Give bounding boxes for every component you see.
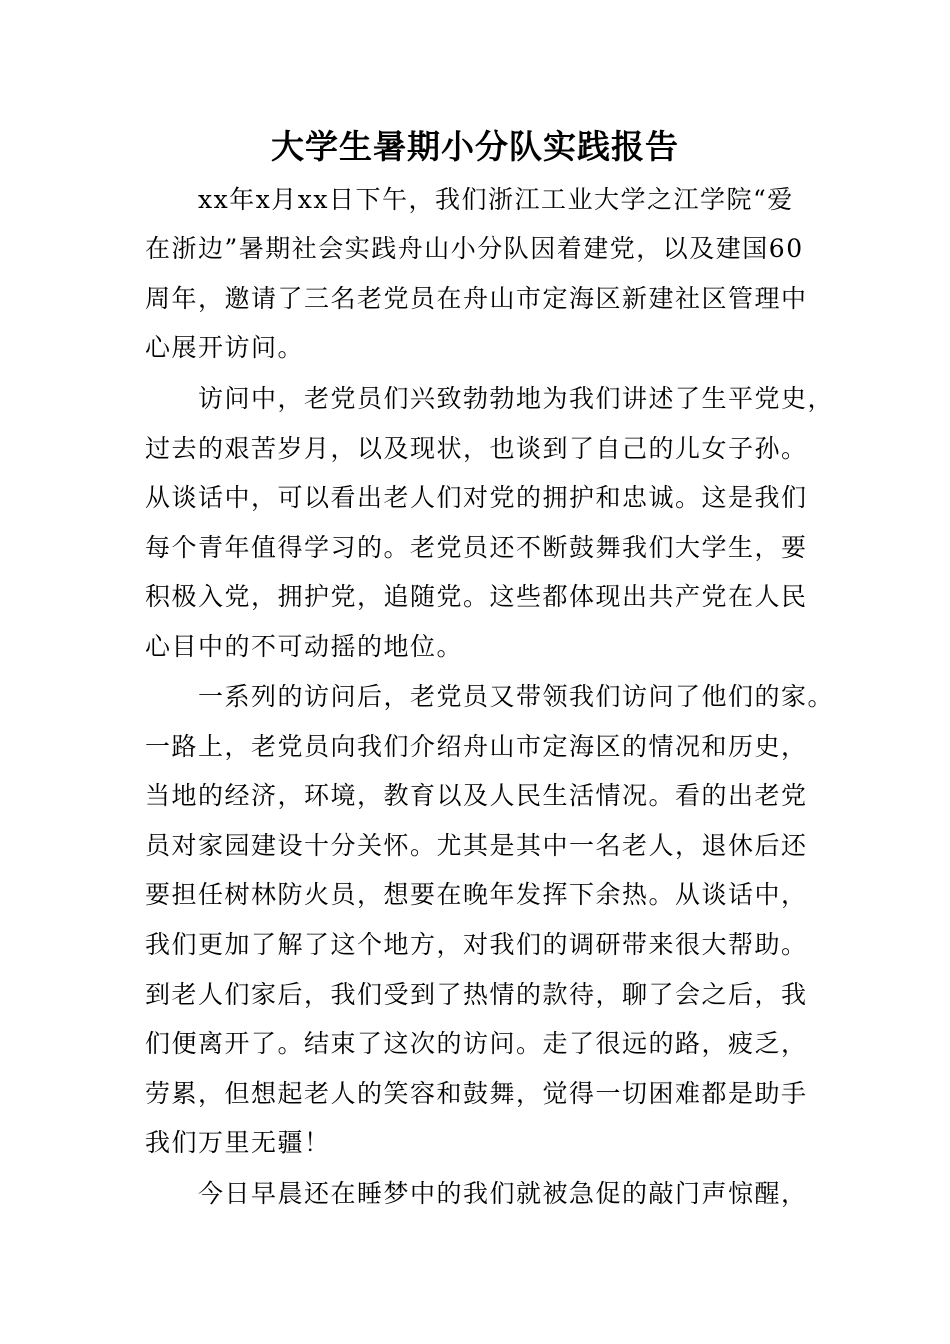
text-line: 周年，邀请了三名老党员在舟山市定海区新建社区管理中	[145, 284, 808, 313]
text-line: 积极入党，拥护党，追随党。这些都体现出共产党在人民	[145, 582, 808, 611]
text-line: 在浙边”暑期社会实践舟山小分队因着建党，以及建国60	[145, 234, 804, 263]
text-line: 要担任树林防火员，想要在晚年发挥下余热。从谈话中，	[145, 880, 808, 909]
text-line: 今日早晨还在睡梦中的我们就被急促的敲门声惊醒，	[198, 1179, 808, 1208]
text-line: 访问中，老党员们兴致勃勃地为我们讲述了生平党史，	[198, 384, 835, 413]
text-line: 心目中的不可动摇的地位。	[145, 632, 464, 661]
page-title: 大学生暑期小分队实践报告	[271, 127, 679, 166]
text-line: 一系列的访问后，老党员又带领我们访问了他们的家。	[198, 682, 835, 711]
text-line: 从谈话中，可以看出老人们对党的拥护和忠诚。这是我们	[145, 483, 808, 512]
text-line: 到老人们家后，我们受到了热情的款待，聊了会之后，我	[145, 980, 808, 1009]
text-line: 劳累，但想起老人的笑容和鼓舞，觉得一切困难都是助手	[145, 1079, 808, 1108]
text-line: 我们更加了解了这个地方，对我们的调研带来很大帮助。	[145, 930, 808, 959]
text-line: 员对家园建设十分关怀。尤其是其中一名老人，退休后还	[145, 831, 808, 860]
text-line: 过去的艰苦岁月，以及现状，也谈到了自己的儿女子孙。	[145, 434, 808, 463]
text-line: 一路上，老党员向我们介绍舟山市定海区的情况和历史，	[145, 732, 808, 761]
text-line: 每个青年值得学习的。老党员还不断鼓舞我们大学生，要	[145, 533, 808, 562]
text-line: 们便离开了。结束了这次的访问。走了很远的路，疲乏，	[145, 1029, 808, 1058]
text-line: 心展开访问。	[145, 333, 305, 362]
text-line: xx年x月xx日下午，我们浙江工业大学之江学院“爱	[198, 185, 794, 214]
text-line: 当地的经济，环境，教育以及人民生活情况。看的出老党	[145, 781, 808, 810]
text-line: 我们万里无疆！	[145, 1128, 331, 1157]
